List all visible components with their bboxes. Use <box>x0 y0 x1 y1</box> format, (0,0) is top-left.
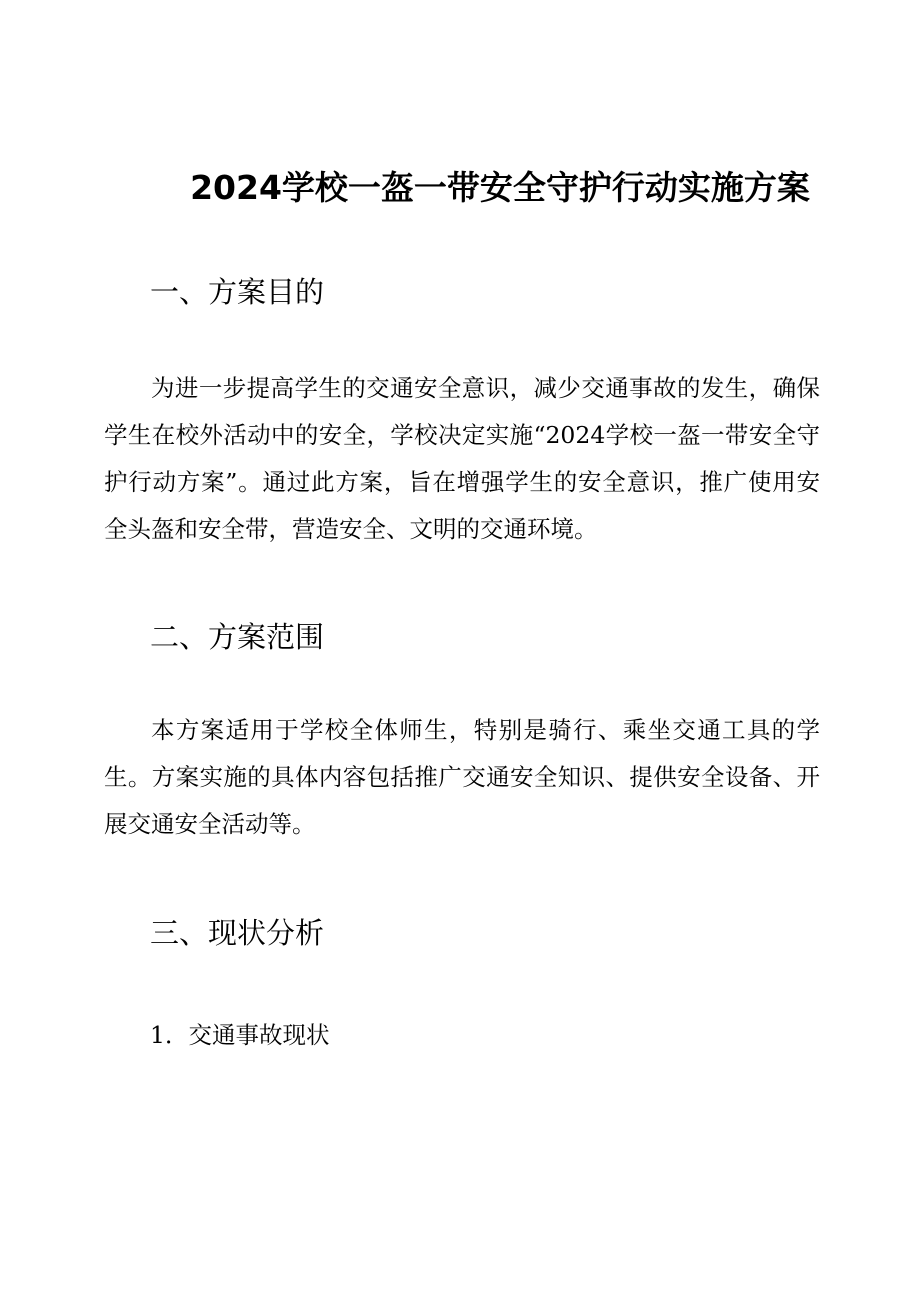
section-heading-status-analysis: 三、现状分析 <box>150 916 325 950</box>
section-paragraph-scope: 本方案适用于学校全体师生，特别是骑行、乘坐交通工具的学生。方案实施的具体内容包括推广交通安全知识、提供安全设备、开展交通安全活动等。 <box>104 716 820 838</box>
document-title: 2024学校一盔一带安全守护行动实施方案 <box>190 168 810 207</box>
section-heading-scope: 二、方案范围 <box>150 620 325 654</box>
section-paragraph-purpose: 为进一步提高学生的交通安全意识，减少交通事故的发生，确保学生在校外活动中的安全，学校决定实施“2024学校一盔一带安全守护行动方案”。通过此方案，旨在增强学生的安全意识，推广使用安全头盔和安全带，营造安全、文明的交通环境。 <box>104 374 820 543</box>
section-heading-purpose: 一、方案目的 <box>150 275 325 309</box>
subsection-item-traffic-accidents: 1．交通事故现状 <box>150 1021 330 1049</box>
